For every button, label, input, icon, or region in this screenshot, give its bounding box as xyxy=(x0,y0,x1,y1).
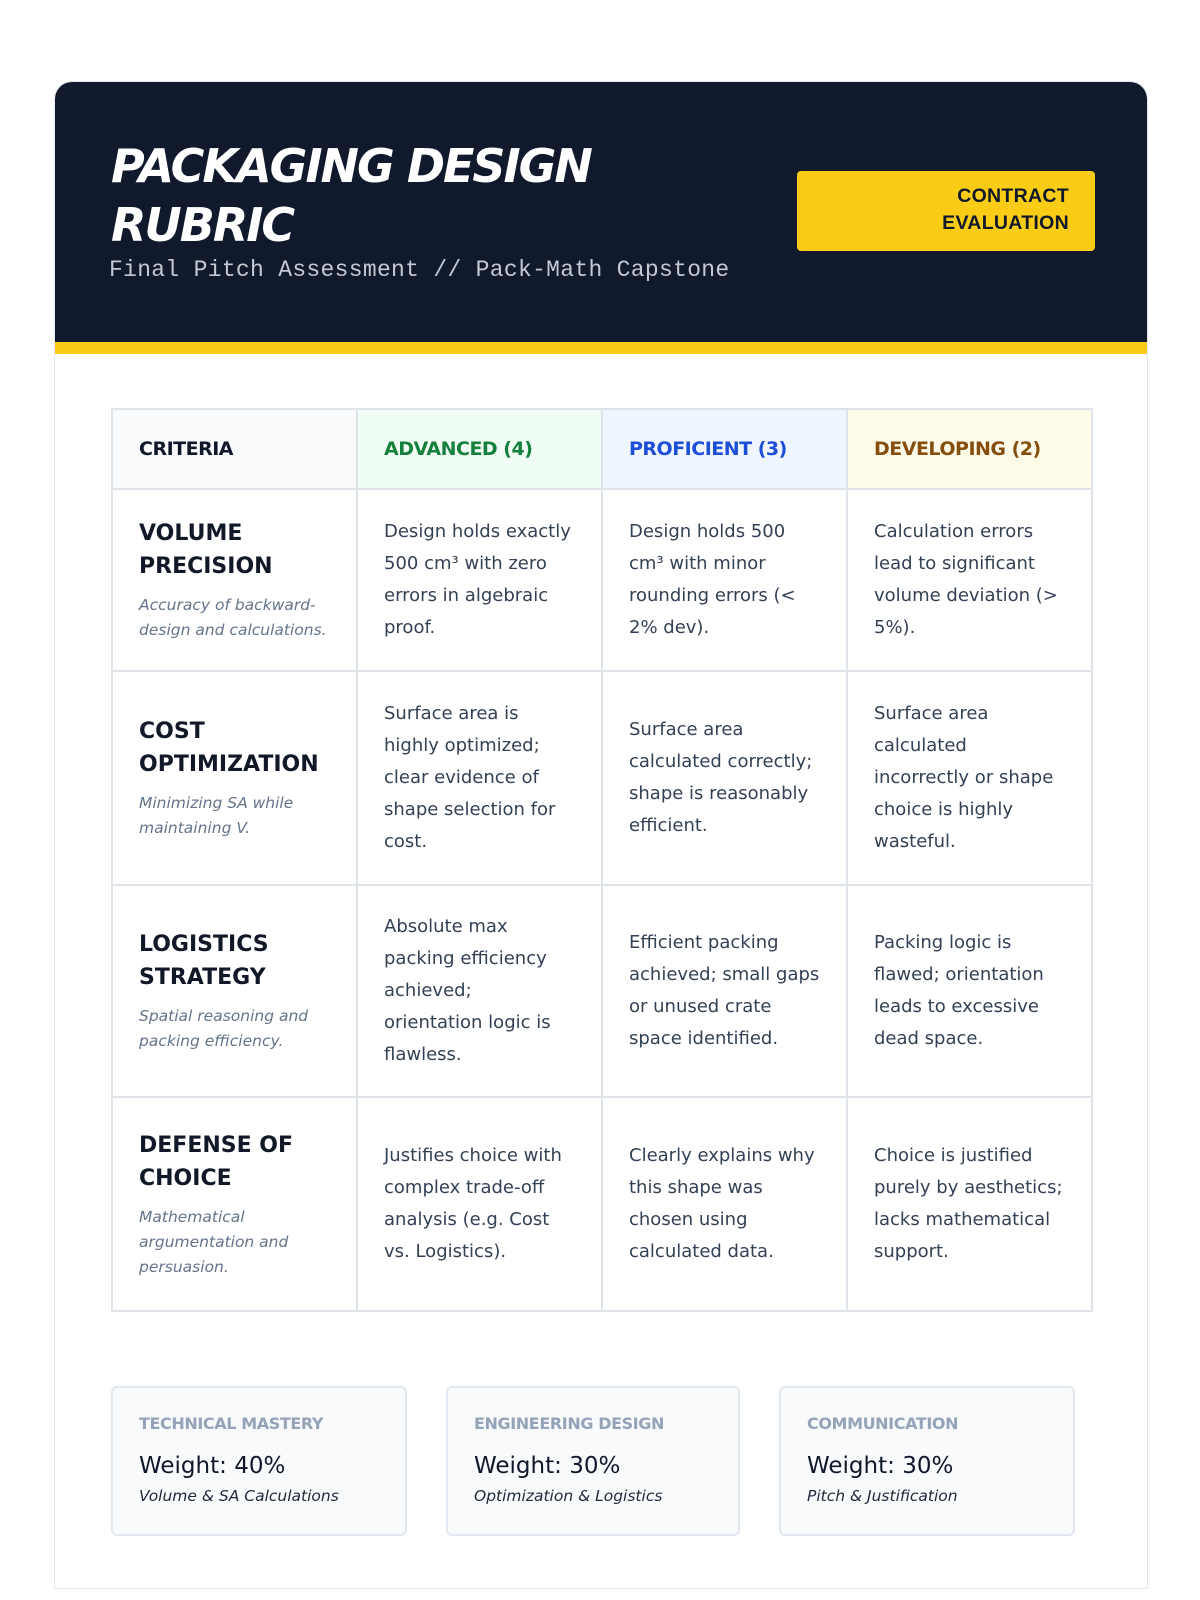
weight-category-label: ENGINEERING DESIGN xyxy=(474,1414,665,1433)
weight-note: Pitch & Justification xyxy=(807,1487,958,1505)
criterion-description: Mathematical argumentation and persuasion. xyxy=(139,1207,289,1276)
weight-card-communication xyxy=(779,1386,1075,1536)
weight-note: Volume & SA Calculations xyxy=(139,1487,339,1505)
column-header-advanced: ADVANCED (4) xyxy=(357,409,602,489)
badge-line-2: EVALUATION xyxy=(942,212,1069,234)
table-row xyxy=(112,489,1092,671)
badge-line-1: CONTRACT xyxy=(957,185,1069,207)
page-title: PACKAGING DESIGN RUBRIC xyxy=(111,139,591,252)
advanced-cell: Absolute max packing efficiency achieved; orientation logic is flawless. xyxy=(357,885,602,1097)
criterion-cell xyxy=(112,671,357,885)
weight-card-engineering-design xyxy=(446,1386,740,1536)
table-row xyxy=(112,885,1092,1097)
weight-category-label: TECHNICAL MASTERY xyxy=(139,1414,324,1433)
advanced-cell: Justifies choice with complex trade-off analysis (e.g. Cost vs. Logistics). xyxy=(357,1097,602,1311)
advanced-cell: Design holds exactly 500 cm³ with zero errors in algebraic proof. xyxy=(357,489,602,671)
criterion-name: DEFENSE OF CHOICE xyxy=(139,1132,294,1191)
rubric-header-row xyxy=(112,409,1092,489)
criterion-cell xyxy=(112,885,357,1097)
contract-evaluation-badge xyxy=(797,171,1095,251)
criterion-description: Accuracy of backward-design and calculations. xyxy=(139,596,327,639)
proficient-cell: Surface area calculated correctly; shape is reasonably efficient. xyxy=(602,671,847,885)
developing-cell: Calculation errors lead to significant volume deviation (> 5%). xyxy=(847,489,1092,671)
weight-value: Weight: 30% xyxy=(474,1453,621,1479)
criterion-description: Spatial reasoning and packing efficiency. xyxy=(139,1007,309,1050)
table-row xyxy=(112,1097,1092,1311)
rubric-card xyxy=(54,81,1148,1589)
advanced-cell: Surface area is highly optimized; clear evidence of shape selection for cost. xyxy=(357,671,602,885)
column-header-criteria: CRITERIA xyxy=(112,409,357,489)
weight-value: Weight: 30% xyxy=(807,1453,954,1479)
table-row xyxy=(112,671,1092,885)
weight-summary xyxy=(111,1386,1093,1536)
proficient-cell: Design holds 500 cm³ with minor rounding errors (< 2% dev). xyxy=(602,489,847,671)
page-subtitle: Final Pitch Assessment // Pack-Math Capstone xyxy=(109,257,730,283)
criterion-name: COST OPTIMIZATION xyxy=(139,719,319,777)
developing-cell: Packing logic is flawed; orientation leads to excessive dead space. xyxy=(847,885,1092,1097)
weight-card-technical-mastery xyxy=(111,1386,407,1536)
weight-value: Weight: 40% xyxy=(139,1453,286,1479)
criterion-description: Minimizing SA while maintaining V. xyxy=(139,794,294,837)
weight-category-label: COMMUNICATION xyxy=(807,1414,959,1433)
weight-note: Optimization & Logistics xyxy=(474,1487,663,1505)
column-header-developing: DEVELOPING (2) xyxy=(847,409,1092,489)
column-header-proficient: PROFICIENT (3) xyxy=(602,409,847,489)
criterion-cell xyxy=(112,489,357,671)
rubric-table xyxy=(111,408,1093,1312)
header-banner xyxy=(55,82,1148,354)
developing-cell: Choice is justified purely by aesthetics; lacks mathematical support. xyxy=(847,1097,1092,1311)
criterion-name: VOLUME PRECISION xyxy=(139,521,273,579)
criterion-cell xyxy=(112,1097,357,1311)
proficient-cell: Efficient packing achieved; small gaps or unused crate space identified. xyxy=(602,885,847,1097)
proficient-cell: Clearly explains why this shape was chosen using calculated data. xyxy=(602,1097,847,1311)
developing-cell: Surface area calculated incorrectly or shape choice is highly wasteful. xyxy=(847,671,1092,885)
criterion-name: LOGISTICS STRATEGY xyxy=(139,932,269,990)
